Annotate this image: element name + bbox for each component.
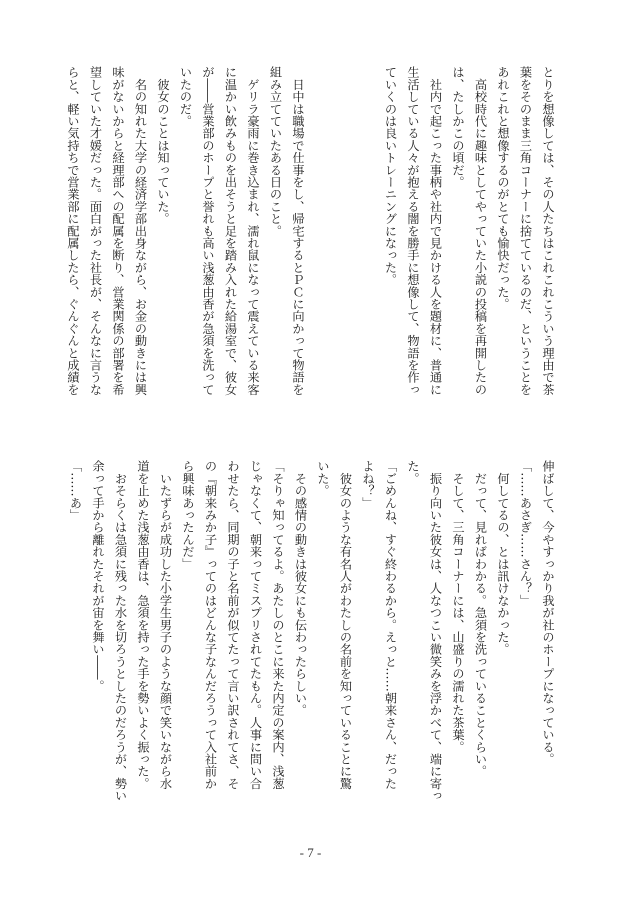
page-number: - 7 - xyxy=(299,845,322,860)
text-column: は、たしかこの頃だ。 xyxy=(451,66,465,188)
text-column: よね？」 xyxy=(361,460,375,509)
text-column: 彼女のような有名人がわたしの名前を知っていることに驚 xyxy=(338,460,353,790)
text-column: わせたら、同期の子と名前が似てたって言い訳されてさ、そ xyxy=(226,460,240,790)
text-column: 余って手から離れたそれが宙を舞い――。 xyxy=(91,460,105,692)
text-column: 「そりゃ知ってるよ。あたしのとこに来た内定の案内、浅葱 xyxy=(271,460,285,790)
text-column: 組み立てていたある日のこと。 xyxy=(268,66,283,237)
text-column: が――営業部のホープと誉れも高い浅葱由香が急須を洗って xyxy=(201,66,215,396)
text-column: 何してるの、とは訊けなかった。 xyxy=(496,460,510,656)
text-column: だって、見ればわかる。急須を洗っていることくらい。 xyxy=(473,460,488,778)
text-column: 日中は職場で仕事をし、帰宅するとＰＣに向かって物語を xyxy=(291,66,305,396)
text-column: 「……あさぎ……さん？」 xyxy=(518,460,533,607)
text-column: 伸ばして、今やすっかり我が社のホープになっている。 xyxy=(541,460,555,765)
text-column: ゲリラ豪雨に巻き込まれ、濡れ鼠になって震えている来客 xyxy=(246,66,260,396)
text-column: とりを想像しては、その人たちはこれこれこういう理由で茶 xyxy=(541,66,555,396)
text-column: ていくのは良いトレーニングになった。 xyxy=(383,66,398,286)
text-column: 名の知れた大学の経済学部出身ながら、お金の動きには興 xyxy=(133,66,148,396)
text-column: じゃなくて、朝来ってミスプリされてたもん。人事に問い合 xyxy=(248,460,263,790)
text-column: に温かい飲みものを出そうと足を踏み入れた給湯室で、彼女 xyxy=(223,66,238,396)
text-column: 望していた才媛だった。面白がった社長が、そんなに言うな xyxy=(88,66,103,396)
text-column: 葉をそのまま三角コーナーに捨てているのだ、ということを xyxy=(518,66,533,396)
text-column: 彼女のことは知っていた。 xyxy=(156,66,170,225)
text-column: おそらくは急須に残った水を切ろうとしたのだろうが、勢い xyxy=(113,460,128,802)
text-column: 振り向いた彼女は、人なつこい微笑みを浮かべて、端に寄っ xyxy=(428,460,443,802)
text-column: いたずらが成功した小学生男子のような顔で笑いながら水 xyxy=(158,460,173,790)
text-column: 「……あ」 xyxy=(68,460,83,521)
text-column: 「ごめんね、すぐ終わるから。えっと……朝来さん、だった xyxy=(383,460,398,790)
text-column: の『朝来みか子』ってのはどんな子なんだろうって入社前か xyxy=(203,460,218,790)
text-column: いた。 xyxy=(316,460,330,497)
text-column: 社内で起こった事柄や社内で見かける人を題材に、普通に xyxy=(428,66,443,396)
text-column: 高校時代に趣味としてやっていた小説の投稿を再開したの xyxy=(473,66,488,396)
text-column: その感情の動きは彼女にも伝わったらしい。 xyxy=(293,460,308,717)
text-column: いたのだ。 xyxy=(178,66,193,127)
text-column: 道を止めた浅葱由香は、急須を持った手を勢いよく振った。 xyxy=(136,460,150,790)
text-column: た。 xyxy=(406,460,420,485)
text-column: らと、軽い気持ちで営業部に配属したら、ぐんぐんと成績を xyxy=(66,66,80,396)
text-column: そして、三角コーナーには、山盛りの濡れた茶葉。 xyxy=(451,460,465,753)
text-column: あれこれと想像するのがとても愉快だった。 xyxy=(496,66,510,310)
text-column: ら興味あったんだ」 xyxy=(181,460,195,570)
text-column: 生活している人々が抱える闇を勝手に想像して、物語を作っ xyxy=(406,66,420,396)
text-column: 味がないからと経理部への配属を断り、営業関係の部署を希 xyxy=(111,66,125,396)
